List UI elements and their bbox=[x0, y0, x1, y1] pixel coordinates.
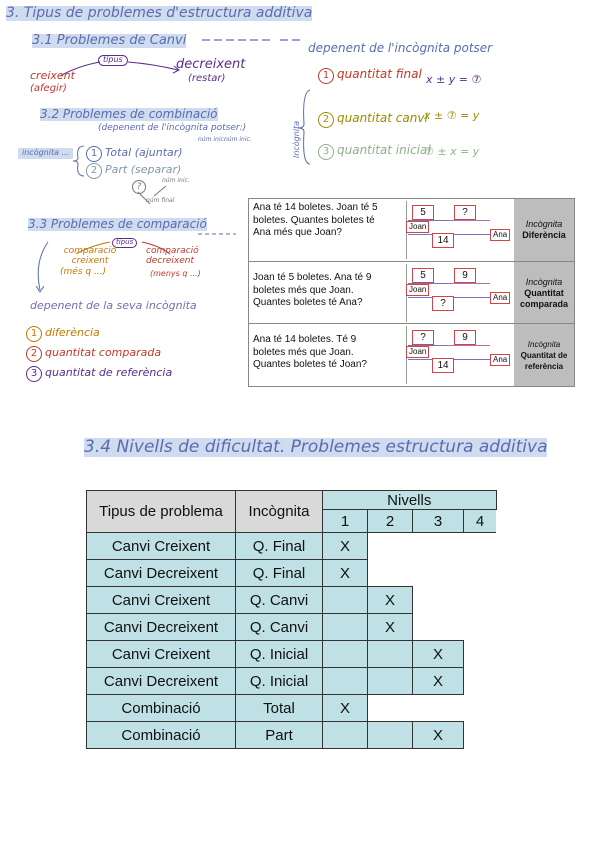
number-1b-icon: 1 bbox=[86, 146, 102, 162]
row-incognita: Q. Final bbox=[236, 560, 323, 587]
row-tipus: Canvi Creixent bbox=[87, 533, 236, 560]
row-incognita: Q. Canvi bbox=[236, 587, 323, 614]
header-level: 2 bbox=[368, 510, 413, 533]
level-mark: X bbox=[323, 533, 368, 560]
number-3c-icon: 3 bbox=[26, 366, 42, 382]
level-empty bbox=[464, 533, 497, 560]
q-inicial-equation: ⑦ ± x = y bbox=[424, 145, 480, 158]
creixent-label: creixent bbox=[30, 69, 75, 82]
header-level: 4 bbox=[464, 510, 497, 533]
diagram-top-right: ? bbox=[454, 205, 476, 220]
menys-q-label: (menys q ...) bbox=[150, 269, 201, 278]
level-empty bbox=[413, 533, 464, 560]
row-tipus: Canvi Decreixent bbox=[87, 560, 236, 587]
diagram-name-left: Joan bbox=[406, 221, 429, 233]
row-incognita: Q. Inicial bbox=[236, 641, 323, 668]
levels-row bbox=[87, 641, 497, 668]
levels-body bbox=[87, 533, 497, 749]
levels-row bbox=[87, 533, 497, 560]
section-3-title: 3. Tipus de problemes d'estructura additiva bbox=[6, 5, 313, 21]
header-level: 3 bbox=[413, 510, 464, 533]
level-cell bbox=[323, 668, 368, 695]
unknown-circle-icon: ? bbox=[132, 180, 146, 194]
levels-row bbox=[87, 722, 497, 749]
comparison-text: Joan té 5 boletes. Ana té 9 boletes més que Joan. Quantes boletes té Ana? bbox=[253, 272, 372, 308]
comparison-label bbox=[514, 262, 574, 324]
level-mark: X bbox=[413, 641, 464, 668]
q-inicial-label: 3 quantitat inicial bbox=[318, 144, 431, 160]
comparison-diagram bbox=[398, 199, 514, 261]
diagram-top-right: 9 bbox=[454, 268, 476, 283]
q-canvi-label: 2 quantitat canvi bbox=[318, 112, 428, 128]
level-mark: X bbox=[323, 560, 368, 587]
total-label: 1 Total (ajuntar) bbox=[86, 146, 183, 162]
diagram-top-right: 9 bbox=[454, 330, 476, 345]
incognita-label: incògnita ... bbox=[18, 148, 73, 159]
brace-icon bbox=[296, 88, 314, 166]
level-mark: X bbox=[368, 614, 413, 641]
header-tipus: Tipus de problema bbox=[87, 491, 236, 533]
number-2-icon: 2 bbox=[318, 112, 334, 128]
combination-doodle-icon bbox=[120, 176, 200, 210]
level-mark: X bbox=[323, 695, 368, 722]
row-incognita: Part bbox=[236, 722, 323, 749]
num-inic-note-2: núm inic. bbox=[224, 136, 252, 143]
section-3-1-title: 3.1 Problemes de Canvi bbox=[32, 33, 187, 48]
comparison-diagram bbox=[398, 324, 514, 386]
comparison-label bbox=[514, 324, 574, 386]
level-cell bbox=[323, 614, 368, 641]
diagram-name-right: Ana bbox=[490, 292, 510, 304]
level-empty bbox=[464, 587, 497, 614]
comparison-label bbox=[514, 199, 574, 261]
q-comparada-label: 2 quantitat comparada bbox=[26, 346, 161, 362]
level-empty bbox=[464, 614, 497, 641]
comparison-text: Ana té 14 boletes. Joan té 5 boletes. Quantes boletes té Ana més que Joan? bbox=[253, 202, 378, 238]
level-empty bbox=[464, 668, 497, 695]
levels-row bbox=[87, 695, 497, 722]
section-3-3-title: 3.3 Problemes de comparació bbox=[28, 217, 207, 231]
level-empty bbox=[368, 695, 413, 722]
tipus-bubble: tipus bbox=[98, 55, 128, 66]
levels-row bbox=[87, 668, 497, 695]
header-incognita: Incògnita bbox=[236, 491, 323, 533]
comparison-label-small: Incògnita bbox=[525, 219, 563, 229]
diagram-bar-diff bbox=[448, 283, 490, 284]
comparison-label-small: Incògnita bbox=[527, 339, 561, 349]
level-empty bbox=[368, 533, 413, 560]
restar-label: (restar) bbox=[188, 73, 226, 84]
depenent-seva-label: depenent de la seva incògnita bbox=[30, 299, 197, 312]
level-empty bbox=[413, 695, 464, 722]
level-empty bbox=[464, 641, 497, 668]
q-final-label: 1 quantitat final bbox=[318, 68, 422, 84]
number-1c-icon: 1 bbox=[26, 326, 42, 342]
level-cell bbox=[323, 641, 368, 668]
q-referencia-label: 3 quantitat de referència bbox=[26, 366, 172, 382]
num-inic-note-3: núm inic. bbox=[162, 177, 190, 184]
diagram-top-left: 5 bbox=[412, 205, 434, 220]
number-2b-icon: 2 bbox=[86, 163, 102, 179]
levels-row bbox=[87, 560, 497, 587]
level-empty bbox=[464, 560, 497, 587]
q-final-equation: x ± y = ⑦ bbox=[426, 73, 482, 86]
level-mark: X bbox=[368, 587, 413, 614]
comparison-row bbox=[249, 199, 574, 261]
diagram-bottom: 14 bbox=[432, 233, 454, 248]
decreixent-label: decreixent bbox=[176, 57, 246, 72]
dash-arrow-icon bbox=[200, 32, 310, 48]
row-tipus: Combinació bbox=[87, 695, 236, 722]
section-3-4-title: 3.4 Nivells de dificultat. Problemes estructura additiva bbox=[84, 437, 548, 457]
row-tipus: Canvi Decreixent bbox=[87, 668, 236, 695]
row-incognita: Q. Final bbox=[236, 533, 323, 560]
levels-row bbox=[87, 587, 497, 614]
diagram-top-left: 5 bbox=[412, 268, 434, 283]
comparison-table bbox=[248, 198, 575, 387]
diagram-bar-diff bbox=[448, 345, 490, 346]
afegir-label: (afegir) bbox=[30, 83, 67, 94]
mes-q-label: (més q ...) bbox=[60, 267, 107, 277]
diagram-bar-diff bbox=[448, 220, 490, 221]
header-nivells: Nivells bbox=[323, 491, 497, 510]
levels-table bbox=[86, 490, 497, 749]
level-empty bbox=[464, 722, 497, 749]
level-empty bbox=[413, 560, 464, 587]
level-cell bbox=[368, 641, 413, 668]
diagram-bottom: ? bbox=[432, 296, 454, 311]
level-mark: X bbox=[413, 668, 464, 695]
dependent-incognita-label: depenent de l'incògnita potser bbox=[308, 41, 493, 55]
num-final-note: núm final bbox=[146, 197, 175, 204]
comparison-label-small: Incògnita bbox=[525, 276, 563, 287]
comparison-text: Ana té 14 boletes. Té 9 boletes més que Joan. Quantes boletes té Joan? bbox=[253, 334, 367, 370]
comparison-diagram bbox=[398, 262, 514, 324]
tipus-bubble-2: tipus bbox=[112, 238, 137, 248]
level-empty bbox=[413, 587, 464, 614]
comp-creixent-label: comparació creixent bbox=[63, 246, 117, 266]
row-tipus: Canvi Decreixent bbox=[87, 614, 236, 641]
comparison-label-main: Diferència bbox=[522, 230, 566, 240]
diagram-name-left: Joan bbox=[406, 284, 429, 296]
diagram-name-right: Ana bbox=[490, 229, 510, 241]
comp-decreixent-label: comparació decreixent bbox=[146, 246, 199, 266]
diagram-name-right: Ana bbox=[490, 354, 510, 366]
comparison-label-main: Quantitat de referència bbox=[520, 350, 568, 371]
row-incognita: Q. Canvi bbox=[236, 614, 323, 641]
level-empty bbox=[464, 695, 497, 722]
level-empty bbox=[368, 560, 413, 587]
level-mark: X bbox=[413, 722, 464, 749]
level-cell bbox=[368, 722, 413, 749]
part-label: 2 Part (separar) bbox=[86, 163, 181, 179]
diagram-bottom: 14 bbox=[432, 358, 454, 373]
comparison-label-main: Quantitat comparada bbox=[519, 287, 569, 309]
row-incognita: Total bbox=[236, 695, 323, 722]
number-2c-icon: 2 bbox=[26, 346, 42, 362]
level-cell bbox=[323, 587, 368, 614]
level-empty bbox=[413, 614, 464, 641]
number-3-icon: 3 bbox=[318, 144, 334, 160]
level-cell bbox=[323, 722, 368, 749]
section-3-2-title: 3.2 Problemes de combinació bbox=[40, 107, 218, 121]
diferencia-label: 1 diferència bbox=[26, 326, 100, 342]
row-tipus: Combinació bbox=[87, 722, 236, 749]
diagram-top-left: ? bbox=[412, 330, 434, 345]
comparison-row bbox=[249, 323, 574, 386]
q-canvi-equation: x ± ⑦ = y bbox=[424, 109, 480, 122]
diagram-name-left: Joan bbox=[406, 346, 429, 358]
section-3-2-subtitle: (depenent de l'incògnita potser:) bbox=[98, 123, 247, 133]
comparison-row bbox=[249, 261, 574, 324]
row-incognita: Q. Inicial bbox=[236, 668, 323, 695]
levels-row bbox=[87, 614, 497, 641]
incognita-vertical-label: Incògnita bbox=[292, 120, 301, 158]
header-level: 1 bbox=[323, 510, 368, 533]
level-cell bbox=[368, 668, 413, 695]
row-tipus: Canvi Creixent bbox=[87, 587, 236, 614]
number-1-icon: 1 bbox=[318, 68, 334, 84]
num-inic-note-1: núm inic. bbox=[198, 136, 226, 143]
row-tipus: Canvi Creixent bbox=[87, 641, 236, 668]
